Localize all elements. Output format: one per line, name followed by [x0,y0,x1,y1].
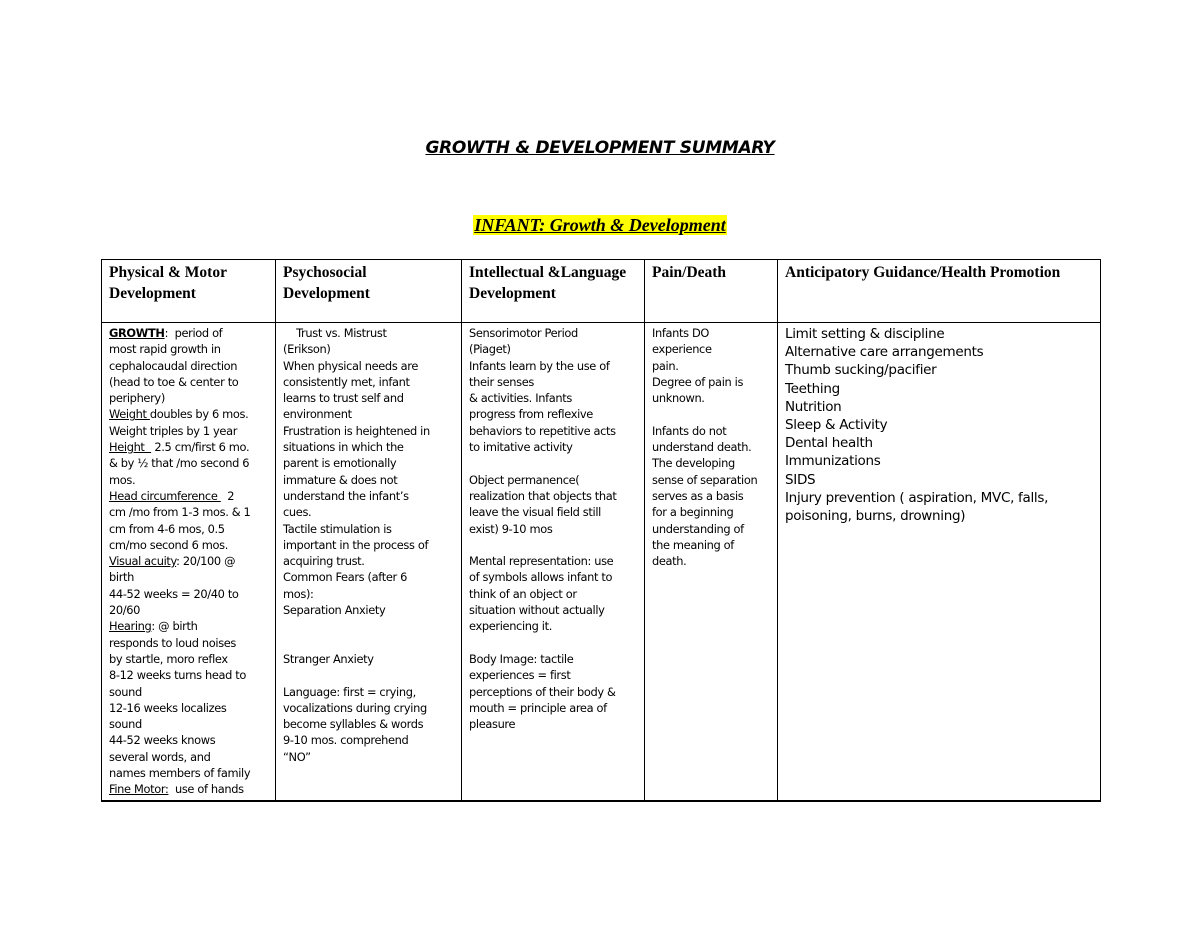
text-line: Body Image: tactile [469,651,574,666]
text-line: “NO” [283,749,311,764]
text-line: Trust vs. Mistrust [283,326,387,340]
text-line: understand the infant’s [283,488,409,503]
text-line: sound [109,684,142,699]
pain-death-cell [645,323,778,801]
text-line: Language: first = crying, [283,684,416,699]
text-line: Separation Anxiety [283,603,386,618]
text-line: parent is emotionally [283,456,397,471]
physical-lines-b [109,455,268,488]
development-table [101,259,1101,802]
text-line: 44-52 weeks knows [109,733,216,748]
text-line: experiences = first [469,668,571,683]
text-line: sense of separation [652,472,758,487]
fine-motor-line [109,781,268,797]
text-line [469,455,637,471]
hearing-line [109,618,268,634]
anticipatory-guidance-cell [778,323,1101,801]
text-line: 20/60 [109,603,141,618]
text-line: understanding of [652,521,744,536]
fine-motor-text: use of hands [168,782,244,797]
hearing-text: : @ birth [151,619,198,634]
text-line: important in the process of [283,537,429,552]
text-line: death. [652,554,687,569]
text-line: unknown. [652,391,705,406]
text-line: experiencing it. [469,619,553,634]
text-line: periphery) [109,391,165,406]
text-line: their senses [469,374,535,389]
text-line: Injury prevention ( aspiration, MVC, falls, [785,489,1049,506]
physical-motor-cell [102,323,276,801]
text-line: Frustration is heightened in [283,423,430,438]
psychosocial-cell [276,323,462,801]
text-line: situations in which the [283,440,404,455]
text-line: Dental health [785,435,873,452]
text-line: Infants do not [652,423,727,438]
header-anticipatory-guidance: Anticipatory Guidance/Health Promotion [778,260,1101,323]
text-line: leave the visual field still [469,505,601,520]
text-line: cm/mo second 6 mos. [109,537,228,552]
text-line: The developing [652,456,735,471]
text-line: progress from reflexive [469,407,593,422]
text-line [283,618,454,634]
head-circumference-label: Head circumference [109,488,221,503]
text-line: pain. [652,358,679,373]
text-line: several words, and [109,749,211,764]
text-line: Stranger Anxiety [283,651,374,666]
text-line: to imitative activity [469,440,573,455]
text-line: perceptions of their body & [469,684,616,699]
header-pain-death: Pain/Death [645,260,778,323]
fine-motor-label: Fine Motor: [109,782,169,797]
text-line: Limit setting & discipline [785,326,945,342]
text-line: 8-12 weeks turns head to [109,668,246,683]
text-line: 12-16 weeks localizes [109,700,227,715]
text-line: & activities. Infants [469,391,572,406]
text-line: mos. [109,472,136,487]
text-line: consistently met, infant [283,374,410,389]
text-line: mouth = principle area of [469,700,607,715]
table-header-row [102,260,1101,323]
head-circumference-text: 2 [220,488,235,503]
text-line: (Piaget) [469,342,511,357]
text-line: 9-10 mos. comprehend [283,733,409,748]
text-line: environment [283,407,352,422]
text-line: acquiring trust. [283,554,365,569]
weight-triples-line: Weight triples by 1 year [109,423,238,438]
height-text: 2.5 cm/first 6 mo. [151,440,250,455]
height-label: Height [109,440,152,455]
text-line: Immunizations [785,453,881,470]
weight-label: Weight [109,407,150,422]
text-line: Tactile stimulation is [283,521,392,536]
text-line: pleasure [469,717,516,732]
visual-acuity-label: Visual acuity [109,554,177,569]
intellectual-language-cell [462,323,645,801]
text-line: names members of family [109,766,251,781]
text-line: vocalizations during crying [283,700,427,715]
physical-lines-a [109,341,268,406]
text-line: birth [109,570,135,585]
text-line: 44-52 weeks = 20/40 to [109,586,239,601]
height-line [109,439,268,455]
text-line: & by ½ that /mo second 6 [109,456,250,471]
text-line: learns to trust self and [283,391,404,406]
text-line [469,635,637,651]
text-line: Mental representation: use [469,554,614,569]
head-circumference-line [109,488,268,504]
physical-lines-e [109,635,268,782]
header-intellectual-language: Intellectual &Language Development [462,260,645,323]
text-line: poisoning, burns, drowning) [785,508,966,525]
text-line: become syllables & words [283,717,424,732]
text-line: for a beginning [652,505,734,520]
text-line: serves as a basis [652,488,744,503]
text-line: sound [109,717,142,732]
text-line: the meaning of [652,537,734,552]
text-line: experience [652,342,712,357]
text-line: Alternative care arrangements [785,344,984,361]
text-line [283,667,454,683]
text-line: situation without actually [469,603,605,618]
text-line: When physical needs are [283,358,419,373]
section-title [0,215,1200,236]
text-line: Sleep & Activity [785,417,888,434]
section-title-highlight: INFANT: Growth & Development [474,215,726,235]
text-line: by startle, moro reflex [109,651,228,666]
text-line: (head to toe & center to [109,374,239,389]
text-line: cues. [283,505,312,520]
growth-label: GROWTH [109,326,165,340]
hearing-label: Hearing [109,619,152,634]
text-line: Sensorimotor Period [469,326,578,340]
text-line: cm from 4-6 mos, 0.5 [109,521,225,536]
text-line: Nutrition [785,398,842,415]
text-line: Infants DO [652,326,710,340]
text-line: Object permanence( [469,472,580,487]
visual-acuity-line [109,553,268,569]
text-line [283,635,454,651]
text-line: exist) 9-10 mos [469,521,553,536]
text-line: Teething [785,380,840,397]
text-line: understand death. [652,440,752,455]
text-line: Degree of pain is [652,374,744,389]
text-line: think of an object or [469,586,577,601]
text-line [469,537,637,553]
text-line: Infants learn by the use of [469,358,610,373]
document-title: GROWTH & DEVELOPMENT SUMMARY [425,138,775,158]
text-line: mos): [283,586,314,601]
text-line: of symbols allows infant to [469,570,613,585]
text-line: cm /mo from 1-3 mos. & 1 [109,505,251,520]
header-physical-motor: Physical & Motor Development [102,260,276,323]
text-line: realization that objects that [469,488,617,503]
text-line: cephalocaudal direction [109,358,238,373]
weight-text: doubles by 6 mos. [149,407,249,422]
physical-lines-d [109,569,268,618]
text-line: (Erikson) [283,342,331,357]
growth-text: : period of [164,326,223,340]
weight-line [109,406,268,422]
table-row [102,323,1101,801]
text-line: Thumb sucking/pacifier [785,362,937,379]
text-line: immature & does not [283,472,398,487]
physical-lines-c [109,504,268,553]
text-line: Common Fears (after 6 [283,570,407,585]
text-line: SIDS [785,471,816,488]
text-line: behaviors to repetitive acts [469,423,616,438]
text-line: most rapid growth in [109,342,221,357]
visual-acuity-text: : 20/100 @ [176,554,236,569]
growth-line [109,325,268,341]
text-line: responds to loud noises [109,635,237,650]
header-psychosocial: Psychosocial Development [276,260,462,323]
text-line [652,406,770,422]
